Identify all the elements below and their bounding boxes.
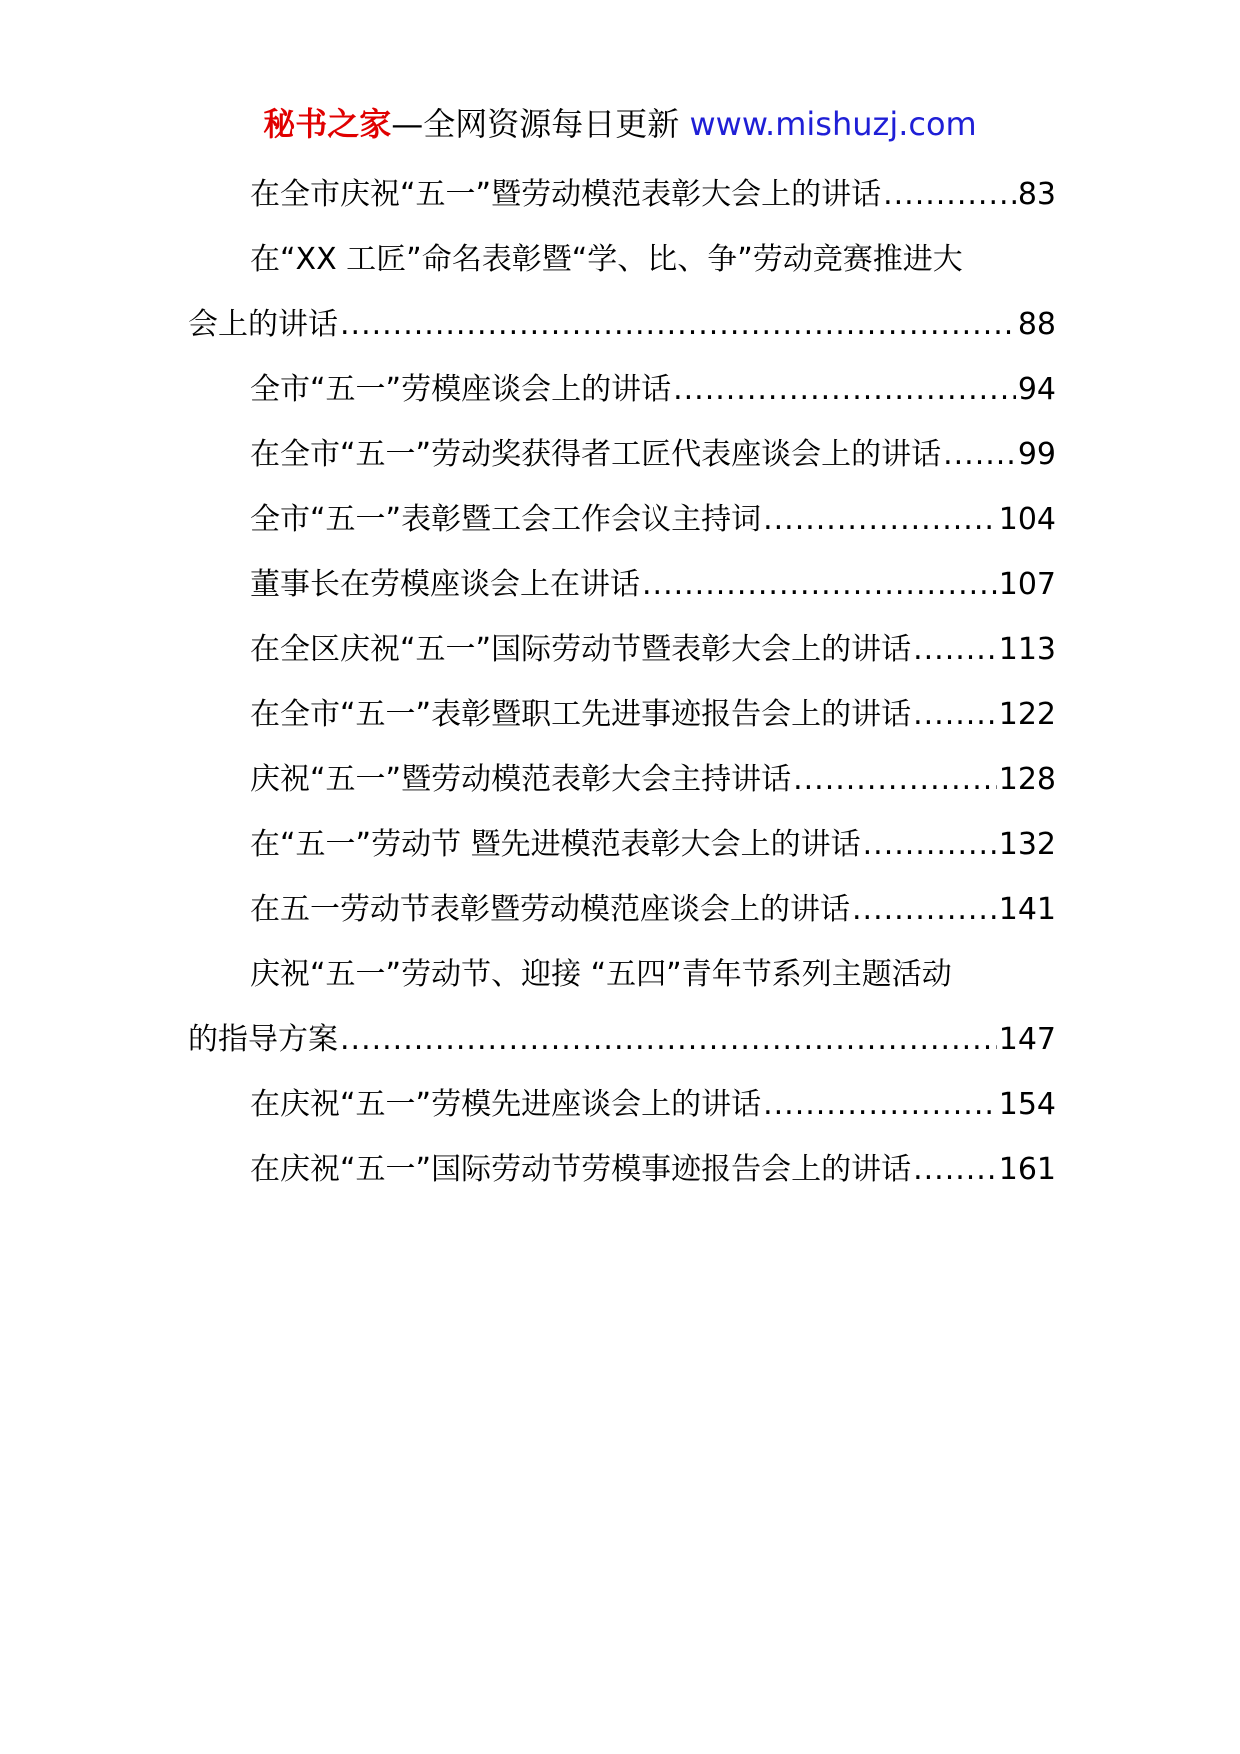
toc-entry[interactable] xyxy=(188,617,1056,682)
site-header xyxy=(0,100,1240,148)
dot-leader xyxy=(913,682,997,747)
dot-leader xyxy=(340,1007,997,1072)
toc-entry-page: 141 xyxy=(998,892,1056,927)
toc-entry-page: 83 xyxy=(1017,177,1056,212)
toc-entry-title-line1: 在“XX 工匠”命名表彰暨“学、比、争”劳动竞赛推进大 xyxy=(250,242,963,277)
dot-leader xyxy=(340,292,1016,357)
toc-entry-page: 122 xyxy=(998,697,1056,732)
toc-entry-page: 99 xyxy=(1017,437,1056,472)
toc-entry[interactable] xyxy=(188,422,1056,487)
toc-entry-title: 在“五一”劳动节 暨先进模范表彰大会上的讲话 xyxy=(250,827,861,862)
toc-entry[interactable] xyxy=(188,1137,1056,1202)
dot-leader xyxy=(883,162,1016,227)
toc-entry[interactable] xyxy=(188,227,1056,357)
dot-leader xyxy=(673,357,1016,422)
header-tagline: —全网资源每日更新 xyxy=(391,105,690,143)
toc-entry-page: 94 xyxy=(1017,372,1056,407)
brand-name: 秘书之家 xyxy=(263,105,392,143)
dot-leader xyxy=(642,552,997,617)
toc-entry[interactable] xyxy=(188,357,1056,422)
table-of-contents xyxy=(188,162,1056,1202)
toc-entry-title: 全市“五一”劳模座谈会上的讲话 xyxy=(250,372,672,407)
dot-leader xyxy=(793,747,997,812)
toc-entry[interactable] xyxy=(188,1072,1056,1137)
toc-entry-title-line1: 庆祝“五一”劳动节、迎接 “五四”青年节系列主题活动 xyxy=(250,957,952,992)
dot-leader xyxy=(763,1072,997,1137)
toc-entry[interactable] xyxy=(188,682,1056,747)
toc-entry-page: 113 xyxy=(998,632,1056,667)
toc-entry-title: 在全市“五一”劳动奖获得者工匠代表座谈会上的讲话 xyxy=(250,437,942,472)
toc-entry[interactable] xyxy=(188,747,1056,812)
dot-leader xyxy=(852,877,997,942)
toc-entry-title-line2: 的指导方案 xyxy=(188,1022,338,1057)
toc-entry-page: 104 xyxy=(998,502,1056,537)
dot-leader xyxy=(913,1137,997,1202)
dot-leader xyxy=(943,422,1016,487)
toc-entry-title: 在庆祝“五一”国际劳动节劳模事迹报告会上的讲话 xyxy=(250,1152,912,1187)
toc-entry-title: 在全区庆祝“五一”国际劳动节暨表彰大会上的讲话 xyxy=(250,632,912,667)
toc-entry-title: 全市“五一”表彰暨工会工作会议主持词 xyxy=(250,502,762,537)
dot-leader xyxy=(863,812,997,877)
toc-entry-page: 107 xyxy=(998,567,1056,602)
toc-entry-title: 庆祝“五一”暨劳动模范表彰大会主持讲话 xyxy=(250,762,792,797)
toc-entry[interactable] xyxy=(188,162,1056,227)
toc-entry-title-line2: 会上的讲话 xyxy=(188,307,338,342)
site-url-link[interactable]: www.mishuzj.com xyxy=(689,105,977,143)
toc-entry[interactable] xyxy=(188,487,1056,552)
toc-entry-title: 在全市“五一”表彰暨职工先进事迹报告会上的讲话 xyxy=(250,697,912,732)
toc-entry-title: 在庆祝“五一”劳模先进座谈会上的讲话 xyxy=(250,1087,762,1122)
toc-entry[interactable] xyxy=(188,942,1056,1072)
toc-entry-page: 132 xyxy=(998,827,1056,862)
toc-entry-page: 128 xyxy=(998,762,1056,797)
toc-entry-page: 154 xyxy=(998,1087,1056,1122)
toc-entry-page: 88 xyxy=(1017,307,1056,342)
toc-entry[interactable] xyxy=(188,877,1056,942)
toc-entry[interactable] xyxy=(188,812,1056,877)
toc-entry-page: 147 xyxy=(998,1022,1056,1057)
toc-entry-title: 在全市庆祝“五一”暨劳动模范表彰大会上的讲话 xyxy=(250,177,882,212)
toc-entry-title: 董事长在劳模座谈会上在讲话 xyxy=(250,567,640,602)
toc-entry-page: 161 xyxy=(998,1152,1056,1187)
dot-leader xyxy=(913,617,997,682)
toc-entry[interactable] xyxy=(188,552,1056,617)
dot-leader xyxy=(763,487,997,552)
toc-entry-title: 在五一劳动节表彰暨劳动模范座谈会上的讲话 xyxy=(250,892,850,927)
